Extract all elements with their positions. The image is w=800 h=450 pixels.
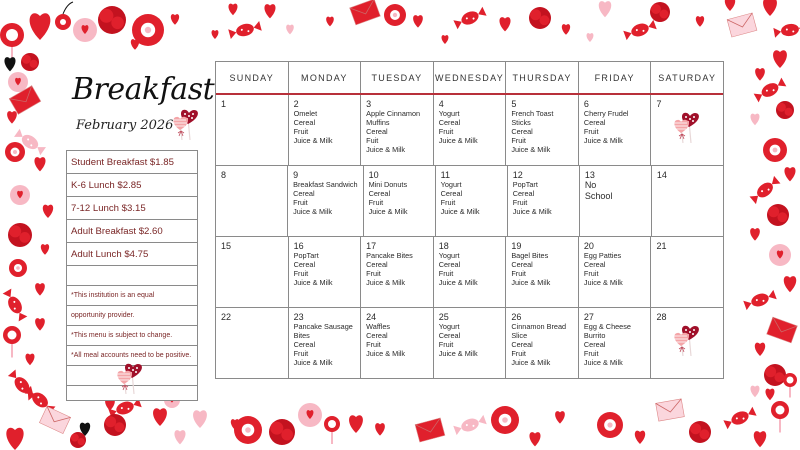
lollipop-hearts-icon [669,107,703,143]
menu-item: Juice & Milk [583,136,623,145]
menu-item: Juice & Milk [583,358,623,367]
day-number: 2 [293,99,299,109]
menu-item: Juice & Milk [583,278,623,287]
menu-item: Juice & Milk [511,145,551,154]
menu-item: Bagel Bites [511,251,549,260]
calendar-day-cell [508,166,580,236]
menu-item: PopTart [293,251,319,260]
menu-item: Egg & Cheese [583,322,631,331]
menu-item: Cinnamon Bread [511,322,567,331]
calendar-day-cell [364,166,436,236]
calendar-week-row [216,308,723,379]
day-number: 10 [368,170,379,180]
menu-item: Juice & Milk [293,207,333,216]
menu-item: Cereal [440,189,463,198]
menu-item: Juice & Milk [293,358,333,367]
price-k6-lunch: K-6 Lunch $2.85 [67,174,197,197]
calendar-day-cell [216,308,289,379]
menu-item: Cereal [512,189,535,198]
menu-item: Fruit [583,269,599,278]
menu-item: Fruit [438,340,454,349]
menu-item: Juice & Milk [438,136,478,145]
calendar-day-cell [580,166,652,236]
day-number: 4 [438,99,444,109]
day-number: 18 [438,241,449,251]
weekday-saturday: SATURDAY [658,72,717,83]
calendar-weekday-header [216,62,723,95]
menu-item: Juice & Milk [512,207,552,216]
menu-item: Fruit [368,198,384,207]
calendar-day-cell [506,308,579,379]
menu-item: Fruit [511,136,526,145]
day-number: 22 [221,312,232,322]
menu-item: Fruit [583,127,599,136]
menu-item: Fruit [293,269,309,278]
day-number: 26 [511,312,522,322]
menu-item: Yogurt [438,251,460,260]
calendar-week-row [216,95,723,166]
menu-item: Cereal [366,127,388,136]
calendar-day-cell [651,95,723,165]
menu-item: Cereal [293,340,316,349]
menu-item: Yogurt [440,180,462,189]
menu-item: Cereal [366,331,388,340]
menu-item: Fruit [438,127,454,136]
menu-item: Pancake Bites [366,251,413,260]
note-menu-subject-change: *This menu is subject to change. [67,326,197,346]
day-number: 11 [440,170,450,180]
menu-item: Fruit [366,340,381,349]
menu-item: Egg Patties [583,251,622,260]
day-number: 1 [221,99,227,109]
calendar-day-cell [216,237,289,307]
menu-item: Burrito [583,331,606,340]
calendar-day-cell [506,95,579,165]
calendar-day-cell [651,237,723,307]
menu-item: Cereal [293,260,316,269]
day-number: 27 [583,312,594,322]
menu-item: Juice & Milk [511,278,551,287]
calendar-day-cell [216,95,289,165]
calendar-body [216,95,723,379]
menu-item: Juice & Milk [438,278,478,287]
menu-item: Fruit [511,349,526,358]
menu-item: Mini Donuts [368,180,408,189]
calendar-day-cell [434,237,507,307]
menu-item: Cereal [511,260,533,269]
menu-item: Cereal [438,260,461,269]
menu-item: Fruit [440,198,456,207]
menu-item: Cherry Frudel [583,109,629,118]
menu-item: Juice & Milk [366,145,406,154]
menu-item: Breakfast Sandwich [293,180,358,189]
menu-item: Fuit [366,136,379,145]
menu-item: Slice [511,331,528,340]
calendar-day-cell [651,308,723,379]
page-title: Breakfast [72,72,215,107]
menu-item: Pancake Sausage [293,322,353,331]
calendar-day-cell [579,237,652,307]
day-number: 24 [366,312,377,322]
day-number: 13 [584,170,595,180]
day-number: 25 [438,312,449,322]
weekday-wednesday: WEDNESDAY [434,62,507,93]
calendar-day-cell [434,95,507,165]
day-number: 7 [656,99,662,109]
no-school-notice: School [584,191,613,201]
note-equal-opportunity-cont: opportunity provider. [67,306,197,326]
day-number: 28 [656,312,667,322]
menu-item: Fruit [511,269,526,278]
menu-item: Juice & Milk [440,207,480,216]
note-equal-opportunity: *This institution is an equal [67,286,197,306]
menu-item: PopTart [512,180,538,189]
calendar-day-cell [216,166,288,236]
menu-item: Juice & Milk [293,136,333,145]
weekday-monday: MONDAY [289,62,362,93]
calendar-day-cell [652,166,723,236]
menu-item: Cereal [438,331,461,340]
menu-calendar [215,61,724,379]
day-number: 9 [293,170,299,180]
price-adult-breakfast: Adult Breakfast $2.60 [67,220,197,243]
price-7-12-lunch: 7-12 Lunch $3.15 [67,197,197,220]
menu-item: Fruit [438,269,454,278]
weekday-tuesday: TUESDAY [361,62,434,93]
menu-item: Cereal [511,340,533,349]
menu-item: Juice & Milk [368,207,408,216]
calendar-day-cell [361,308,434,379]
day-number: 17 [366,241,377,251]
menu-item: Cereal [583,340,606,349]
menu-item: Juice & Milk [366,349,406,358]
menu-item: Fruit [366,269,381,278]
day-number: 3 [366,99,372,109]
menu-item: French Toast [511,109,554,118]
menu-item: Muffins [366,118,390,127]
no-school-notice: No [584,180,597,190]
weekday-friday: FRIDAY [579,62,652,93]
menu-item: Cereal [438,118,461,127]
calendar-week-row [216,166,723,237]
calendar-day-cell [289,308,362,379]
calendar-week-row [216,237,723,308]
day-number: 8 [221,170,227,180]
menu-item: Cereal [366,260,388,269]
menu-item: Sticks [511,118,531,127]
menu-item: Cereal [293,118,316,127]
day-number: 20 [583,241,594,251]
day-number: 12 [512,170,523,180]
menu-item: Yogurt [438,322,460,331]
menu-item: Fruit [293,198,308,207]
menu-item: Juice & Milk [438,349,478,358]
calendar-day-cell [288,166,364,236]
menu-item: Cereal [293,189,315,198]
menu-item: Omelet [293,109,318,118]
menu-item: Apple Cinnamon [366,109,421,118]
calendar-day-cell [289,237,362,307]
menu-item: Fruit [293,349,309,358]
day-number: 5 [511,99,517,109]
menu-item: Cereal [368,189,391,198]
menu-item: Juice & Milk [293,278,333,287]
lollipop-hearts-icon [669,320,703,356]
lollipop-hearts-icon [168,104,202,140]
menu-item: Fruit [512,198,528,207]
day-number: 6 [583,99,589,109]
price-adult-lunch: Adult Lunch $4.75 [67,243,197,266]
calendar-day-cell [361,237,434,307]
day-number: 23 [293,312,304,322]
menu-item: Cereal [511,127,533,136]
calendar-day-cell [506,237,579,307]
price-student-breakfast: Student Breakfast $1.85 [67,151,197,174]
note-accounts-positive: *All meal accounts need to be positive. [67,346,197,366]
calendar-day-cell [436,166,508,236]
panel-blank-row [67,266,197,286]
day-number: 14 [656,170,667,180]
menu-item: Juice & Milk [511,358,551,367]
menu-item: Juice & Milk [366,278,406,287]
menu-item: Yogurt [438,109,460,118]
calendar-day-cell [579,95,652,165]
day-number: 16 [293,241,304,251]
calendar-day-cell [579,308,652,379]
weekday-sunday: SUNDAY [216,62,289,93]
menu-item: Cereal [583,260,606,269]
menu-item: Fruit [293,127,309,136]
weekday-thursday: THURSDAY [506,62,579,93]
menu-item: Bites [293,331,310,340]
calendar-day-cell [289,95,362,165]
calendar-day-cell [434,308,507,379]
menu-item: Fruit [583,349,599,358]
calendar-day-cell [361,95,434,165]
lollipop-hearts-icon [112,358,146,394]
day-number: 21 [656,241,667,251]
menu-item: Waffles [366,322,391,331]
page-subtitle-month: February 2026 [76,118,174,133]
day-number: 15 [221,241,232,251]
menu-item: Cereal [583,118,606,127]
day-number: 19 [511,241,522,251]
